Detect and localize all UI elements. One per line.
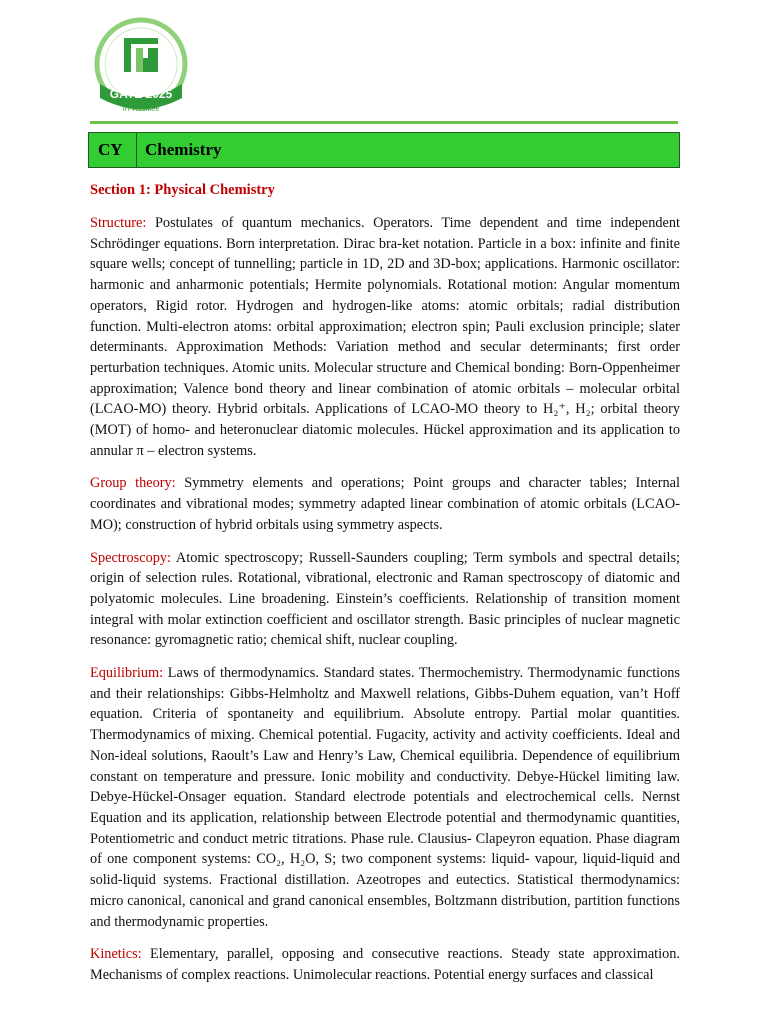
paragraph-structure [90, 213, 680, 461]
syllabus-content [90, 213, 680, 998]
topic-label: Spectroscopy: [90, 549, 171, 566]
paragraph-equilibrium [90, 663, 680, 932]
topic-label: Kinetics: [90, 946, 142, 963]
paragraph-spectroscopy [90, 548, 680, 652]
subject-name: Chemistry [145, 140, 222, 159]
building-emblem-icon [124, 38, 158, 72]
paragraph-text: Laws of thermodynamics. Standard states. Thermochemistry. Thermodynamic functions and their relationships: Gibbs-Helmholtz and Maxwell relations, Gibbs-Duhem equation, van’t Hoff equation. Criteria of spontaneity and equilibrium. Absolute entropy. Partial molar quantities. Thermodynamics of mixing. Chemical potential. Fugacity, activity and activity coefficients. Ideal and Non-ideal solutions, Raoult’s Law and Henry’s Law, Chemical equilibria. Dependence of equilibrium constant on temperature and pressure. Ionic mobility and conductivity. Debye-Hückel limiting law. Debye-Hückel-Onsager equation. Standard electrode potentials and electrochemical cells. Nernst Equation and its application, relationship between Electrode potential and thermodynamic quantities, Potentiometric and conduct metric titrations. Phase rule. Clausius- Clapeyron equation. Phase diagram of one component systems: CO₂, H₂O, S; two component systems: liquid- vapour, liquid-liquid and solid-liquid systems. Fractional distillation. Azeotropes and eutectics. Statistical thermodynamics: micro canonical, canonical and grand canonical ensembles, Boltzmann distribution, partition functions and thermodynamic properties. [90, 665, 680, 930]
topic-label: Equilibrium: [90, 665, 164, 682]
paragraph-group-theory [90, 473, 680, 535]
logo-title: GATE 2025 [109, 87, 173, 101]
header-rule [90, 121, 678, 124]
topic-label: Structure: [90, 215, 147, 231]
gate-2025-logo [86, 14, 196, 120]
paragraph-text: Postulates of quantum mechanics. Operators. Time dependent and time independent Schrödinger equations. Born interpretation. Dirac bra-ket notation. Particle in a box: infinite and finite square wells; concept of tunnelling; particle in 1D, 2D and 3D-box; applications. Harmonic oscillator: harmonic and anharmonic potentials; Hermite polynomials. Rotational motion: Angular momentum operators, Rigid rotor. Hydrogen and hydrogen-like atoms: atomic orbitals; radial distribution function. Multi-electron atoms: orbital approximation; electron spin; Pauli exclusion principle; slater determinants. Approximation Methods: Variation method and secular determinants; first order perturbation techniques. Atomic units. Molecular structure and Chemical bonding: Born-Oppenheimer approximation; Valence bond theory and linear combination of atomic orbitals – molecular orbital (LCAO-MO) theory. Hybrid orbitals. Applications of LCAO-MO theory to H₂⁺, H₂; orbital theory (MOT) of homo- and heteronuclear diatomic molecules. Hückel approximation and its application to annular π – electron systems. [90, 215, 680, 459]
logo-subtitle: IIT Roorkee [122, 106, 160, 113]
subject-header [88, 132, 680, 168]
paragraph-text: Symmetry elements and operations; Point groups and character tables; Internal coordinates and vibrational modes; symmetry adapted linear combination of atomic orbitals (LCAO-MO); construction of hybrid orbitals using symmetry aspects. [90, 475, 680, 533]
subject-code: CY [89, 133, 137, 167]
section-title: Section 1: Physical Chemistry [90, 182, 275, 198]
paragraph-text: Atomic spectroscopy; Russell-Saunders coupling; Term symbols and spectral details; origin of selection rules. Rotational, vibrational, electronic and Raman spectroscopy of diatomic and polyatomic molecules. Line broadening. Einstein’s coefficients. Relationship of transition moment integral with molar extinction coefficient and oscillator strength. Basic principles of nuclear magnetic resonance: gyromagnetic ratio; chemical shift, nuclear coupling. [90, 549, 680, 649]
paragraph-text: Elementary, parallel, opposing and consecutive reactions. Steady state approximation. Mechanisms of complex reactions. Unimolecular reactions. Potential energy surfaces and classical [90, 946, 680, 983]
paragraph-kinetics [90, 944, 680, 985]
topic-label: Group theory: [90, 475, 176, 492]
